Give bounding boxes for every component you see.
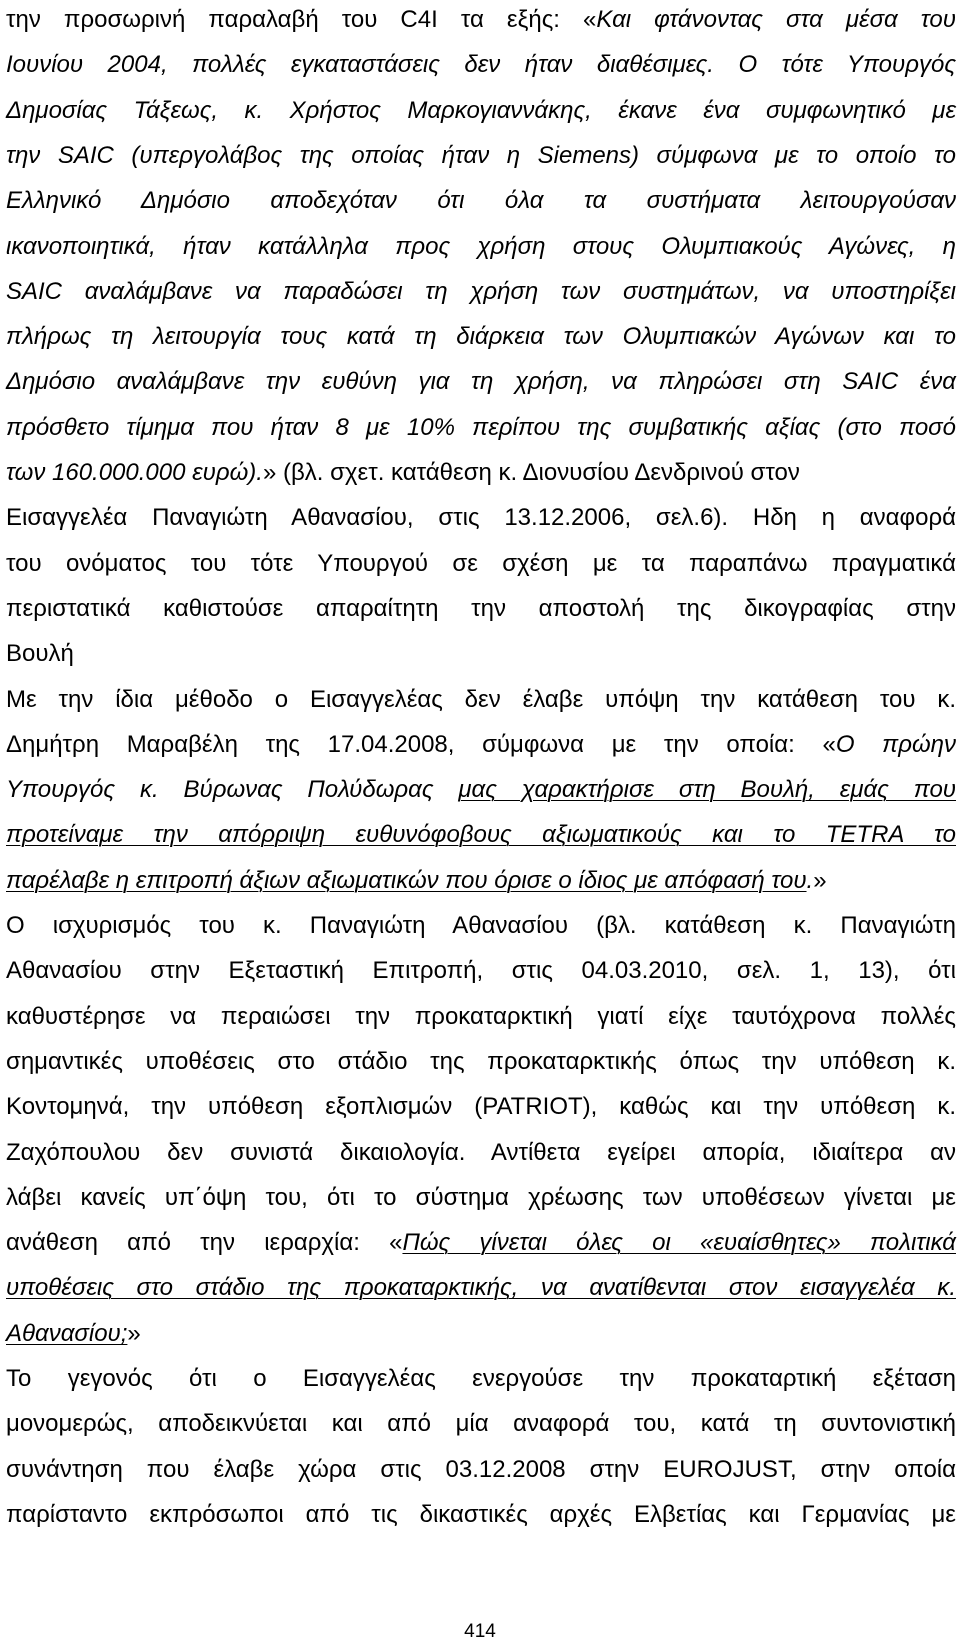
text-run: Και φτάνοντας στα μέσα του	[596, 6, 956, 33]
text-line	[6, 951, 956, 991]
text-run: .	[806, 866, 814, 894]
text-run: πρόσθετο τίμημα που ήταν 8 με 10% περίπου της συμβατικής αξίας (στο ποσό	[6, 413, 956, 441]
text-run: »	[813, 866, 827, 894]
text-line	[6, 45, 956, 85]
text-run: σημαντικές υποθέσεις στο στάδιο της προκαταρκτικής όπως την υπόθεση κ.	[6, 1047, 956, 1075]
text-run: Εισαγγελέα Παναγιώτη Αθανασίου, στις 13.12.2006, σελ.6). Ηδη η αναφορά	[6, 504, 956, 532]
text-line	[6, 362, 956, 402]
text-line	[6, 634, 956, 674]
text-line	[6, 1450, 956, 1490]
text-run: Δημοσίας Τάξεως, κ. Χρήστος Μαρκογιαννάκης, έκανε ένα συμφωνητικό με	[6, 96, 956, 124]
text-run: SAIC αναλάμβανε να παραδώσει τη χρήση των συστημάτων, να υποστηρίξει	[6, 277, 956, 305]
text-line	[6, 861, 956, 901]
text-line	[6, 453, 956, 493]
text-run: περιστατικά καθιστούσε απαραίτητη την αποστολή της δικογραφίας στην	[6, 594, 956, 622]
text-run: υποθέσεις στο στάδιο της προκαταρκτικής, να ανατίθενται στον εισαγγελέα κ.	[6, 1274, 956, 1302]
text-line	[6, 1178, 956, 1218]
text-line	[6, 1314, 956, 1354]
text-run: των 160.000.000 ευρώ).	[6, 459, 263, 486]
text-run: την SAIC (υπεργολάβος της οποίας ήταν η Siemens) σύμφωνα με το οποίο το	[6, 141, 956, 169]
text-run: Υπουργός κ. Βύρωνας Πολύδωρας	[6, 776, 459, 804]
text-run: Ελληνικό Δημόσιο αποδεχόταν ότι όλα τα συστήματα λειτουργούσαν	[6, 187, 956, 215]
text-run: του ονόματος του τότε Υπουργού σε σχέση με τα παραπάνω πραγματικά	[6, 549, 956, 577]
text-run: παρέλαβε η επιτροπή άξιων αξιωματικών που όρισε ο ίδιος με απόφασή του	[6, 866, 807, 894]
text-run: λάβει κανείς υπ΄όψη του, ότι το σύστημα χρέωσης των υποθέσεων γίνεται με	[6, 1183, 956, 1211]
text-line	[6, 136, 956, 176]
text-line	[6, 906, 956, 946]
text-run: μας χαρακτήρισε στη Βουλή, εμάς που	[458, 776, 956, 804]
text-line	[6, 1133, 956, 1173]
text-line	[6, 770, 956, 810]
text-run: Πώς γίνεται όλες οι «ευαίσθητες» πολιτικά	[402, 1229, 956, 1257]
text-line	[6, 725, 956, 765]
text-line	[6, 1268, 956, 1308]
text-run: Κοντομηνά, την υπόθεση εξοπλισμών (PATRIOT), καθώς και την υπόθεση κ.	[6, 1093, 956, 1121]
text-run: ανάθεση από την ιεραρχία: «	[6, 1229, 403, 1257]
text-run: »	[127, 1319, 141, 1347]
text-run: Ιουνίου 2004, πολλές εγκαταστάσεις δεν ήταν διαθέσιμες. Ο τότε Υπουργός	[6, 51, 956, 79]
text-run: την προσωρινή παραλαβή του C4I τα εξής: «	[6, 6, 597, 33]
text-run: προτείναμε την απόρριψη ευθυνόφοβους αξιωματικούς και το TETRA το	[6, 821, 956, 849]
text-run: Αθανασίου;	[6, 1319, 128, 1347]
text-run: πλήρως τη λειτουργία τους κατά τη διάρκεια των Ολυμπιακών Αγώνων και το	[6, 323, 956, 351]
text-line	[6, 498, 956, 538]
text-run: ικανοποιητικά, ήταν κατάλληλα προς χρήση στους Ολυμπιακούς Αγώνες, η	[6, 232, 956, 260]
text-run: Δημήτρη Μαραβέλη της 17.04.2008, σύμφωνα με την οποία: «	[6, 730, 836, 758]
text-run: Βουλή	[6, 640, 74, 668]
text-line	[6, 317, 956, 357]
text-run: καθυστέρησε να περαιώσει την προκαταρκτική γιατί είχε ταυτόχρονα πολλές	[6, 1002, 956, 1030]
text-line	[6, 1087, 956, 1127]
text-line	[6, 1042, 956, 1082]
text-line	[6, 997, 956, 1037]
text-line	[6, 91, 956, 131]
text-run: Ο πρώην	[835, 730, 956, 758]
text-run: Το γεγονός ότι ο Εισαγγελέας ενεργούσε την προκαταρτική εξέταση	[6, 1365, 956, 1392]
text-line	[6, 1223, 956, 1263]
text-line	[6, 1359, 956, 1399]
page-number: 414	[464, 1621, 496, 1642]
text-run: Ο ισχυρισμός του κ. Παναγιώτη Αθανασίου (βλ. κατάθεση κ. Παναγιώτη	[6, 912, 956, 939]
text-run: Δημόσιο αναλάμβανε την ευθύνη για τη χρήση, να πληρώσει στη SAIC ένα	[6, 368, 956, 396]
text-run: Αθανασίου στην Εξεταστική Επιτροπή, στις 04.03.2010, σελ. 1, 13), ότι	[6, 957, 956, 985]
text-line	[6, 272, 956, 312]
text-line	[6, 815, 956, 855]
text-line	[6, 1404, 956, 1444]
text-line	[6, 227, 956, 267]
text-run: Ζαχόπουλου δεν συνιστά δικαιολογία. Αντίθετα εγείρει απορία, ιδιαίτερα αν	[6, 1138, 956, 1166]
text-line	[6, 680, 956, 720]
text-line	[6, 408, 956, 448]
text-run: συνάντηση που έλαβε χώρα στις 03.12.2008 στην EUROJUST, στην οποία	[6, 1455, 956, 1483]
text-line	[6, 589, 956, 629]
text-line	[6, 0, 956, 40]
text-run: μονομερώς, αποδεικνύεται και από μία αναφορά του, κατά τη συντονιστική	[6, 1410, 956, 1438]
text-run: Με την ίδια μέθοδο ο Εισαγγελέας δεν έλαβε υπόψη την κατάθεση του κ.	[6, 685, 956, 713]
text-run: παρίσταντο εκπρόσωποι από τις δικαστικές αρχές Ελβετίας και Γερμανίας με	[6, 1500, 956, 1528]
text-run: » (βλ. σχετ. κατάθεση κ. Διονυσίου Δενδρινού στον	[262, 459, 800, 486]
text-line	[6, 544, 956, 584]
text-line	[6, 181, 956, 221]
text-line	[6, 1495, 956, 1535]
